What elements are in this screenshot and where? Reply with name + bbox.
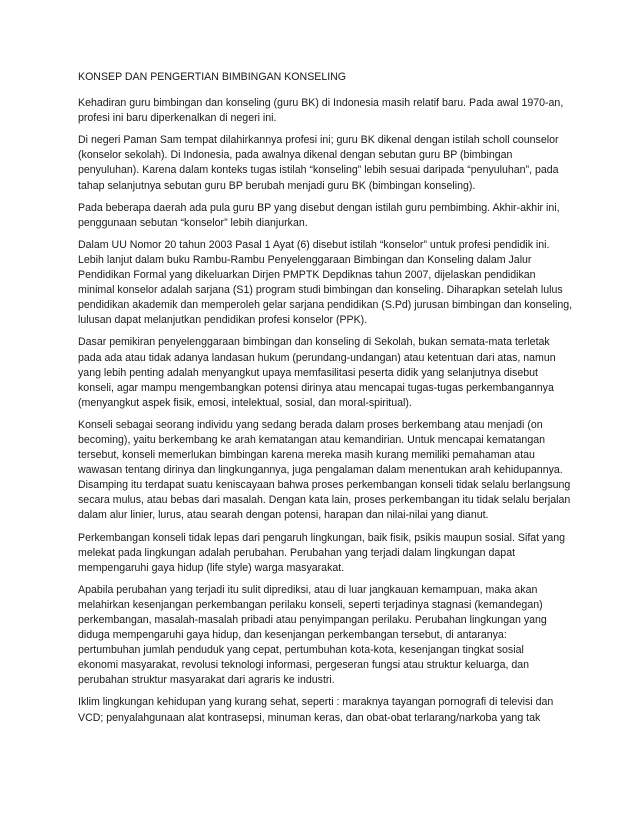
text-line: VCD; penyalahgunaan alat kontrasepsi, minuman keras, dan obat-obat terlarang/narkoba yang tak	[78, 711, 541, 724]
text-line: yang lebih penting adalah menyangkut upaya memfasilitasi peserta didik yang selanjutnya disebut	[78, 366, 538, 379]
text-line: secara mulus, atau bebas dari masalah. Dengan kata lain, proses perkembangan itu tidak selalu berjalan	[78, 494, 571, 507]
text-line: Di negeri Paman Sam tempat dilahirkannya profesi ini; guru BK dikenal dengan istilah scholl counselor	[78, 134, 559, 147]
text-line: penyuluhan). Karena dalam konteks tugas istilah “konseling” lebih sesuai daripada “penyuluhan”, pada	[78, 164, 559, 177]
text-line: minimal konselor adalah sarjana (S1) program studi bimbingan dan konseling. Diharapkan setelah lulus	[78, 284, 563, 297]
text-line: perkembangan, masalah-masalah pribadi atau penyimpangan perilaku. Perubahan lingkungan yang	[78, 614, 547, 626]
paragraph	[78, 96, 562, 126]
text-line: (konselor sekolah). Di Indonesia, pada awalnya dikenal dengan sebutan guru BP (bimbingan	[78, 149, 513, 162]
text-line: pendidikan akademik dan memperoleh gelar sarjana pendidikan (S.Pd) jurusan bimbingan dan konseling,	[78, 299, 573, 312]
paragraph	[78, 201, 562, 231]
text-line: Konseli sebagai seorang individu yang sedang berada dalam proses berkembang atau menjadi (on	[78, 418, 543, 431]
text-line: tahap selanjutnya sebutan guru BP berubah menjadi guru BK (bimbingan konseling).	[78, 179, 476, 192]
text-line: Lebih lanjut dalam buku Rambu-Rambu Penyelenggaraan Bimbingan dan Konseling dalam Jalur	[78, 253, 532, 266]
text-line: melahirkan kesenjangan perkembangan perilaku konseli, seperti terjadinya stagnasi (kemandegan)	[78, 598, 543, 611]
paragraph	[78, 133, 562, 193]
document-body	[78, 96, 573, 726]
text-line: pada ada atau tidak adanya landasan hukum (perundang-undangan) atau ketentuan dari atas, namun	[78, 351, 556, 364]
text-line: tersebut, konseli memerlukan bimbingan karena mereka masih kurang memiliki pemahaman atau	[78, 449, 535, 462]
text-line: lulusan dapat melanjutkan pendidikan profesi konselor (PPK).	[78, 314, 368, 327]
paragraph	[78, 695, 562, 725]
paragraph	[78, 418, 571, 524]
text-line: Apabila perubahan yang terjadi itu sulit diprediksi, atau di luar jangkauan kemampuan, maka akan	[78, 583, 538, 596]
paragraph	[78, 583, 562, 689]
document-page	[78, 70, 573, 733]
text-line: Disamping itu terdapat suatu keniscayaan bahwa proses perkembangan konseli tidak selalu berlangsung	[78, 479, 571, 492]
text-line: (menyangkut aspek fisik, emosi, intelektual, sosial, dan moral-spiritual).	[78, 396, 412, 409]
text-line: melekat pada lingkungan adalah perubahan. Perubahan yang terjadi dalam lingkungan dapat	[78, 546, 516, 559]
text-line: mempengaruhi gaya hidup (life style) warga masyarakat.	[78, 561, 345, 574]
document-title: KONSEP DAN PENGERTIAN BIMBINGAN KONSELING	[78, 71, 347, 83]
text-line: Perkembangan konseli tidak lepas dari pengaruh lingkungan, baik fisik, psikis maupun sosial. Sifat yang	[78, 531, 566, 544]
paragraph	[78, 238, 573, 329]
text-line: penggunaan sebutan “konselor” lebih dianjurkan.	[78, 216, 308, 229]
paragraph	[78, 335, 562, 410]
text-line: perubahan struktur masyarakat dari agraris ke industri.	[78, 674, 335, 687]
text-line: Pada beberapa daerah ada pula guru BP yang disebut dengan istilah guru pembimbing. Akhir-akhir ini,	[78, 201, 560, 214]
paragraph	[78, 531, 566, 576]
text-line: Kehadiran guru bimbingan dan konseling (guru BK) di Indonesia masih relatif baru. Pada awal 1970-an,	[78, 97, 564, 110]
text-line: Dasar pemikiran penyelenggaraan bimbingan dan konseling di Sekolah, bukan semata-mata terletak	[78, 336, 550, 349]
text-line: Iklim lingkungan kehidupan yang kurang sehat, seperti : maraknya tayangan pornografi di televisi dan	[78, 696, 554, 709]
text-line: diduga mempengaruhi gaya hidup, dan kesenjangan perkembangan tersebut, di antaranya:	[78, 629, 507, 642]
text-line: Dalam UU Nomor 20 tahun 2003 Pasal 1 Ayat (6) disebut istilah “konselor” untuk profesi pendidik ini.	[78, 238, 550, 251]
text-line: becoming), yaitu berkembang ke arah kematangan atau kemandirian. Untuk mencapai kematangan	[78, 433, 545, 446]
text-line: Pendidikan Formal yang dikeluarkan Dirjen PMPTK Depdiknas tahun 2007, dijelaskan pendidikan	[78, 269, 536, 282]
text-line: dalam alur linier, lurus, atau searah dengan potensi, harapan dan nilai-nilai yang dianut.	[78, 509, 489, 522]
text-line: profesi ini baru diperkenalkan di negeri ini.	[78, 112, 277, 125]
text-line: ekonomi masyarakat, revolusi teknologi informasi, pergeseran fungsi atau struktur keluarga, dan	[78, 659, 530, 672]
text-line: wawasan tentang dirinya dan lingkungannya, juga pengalaman dalam menentukan arah kehidupannya.	[78, 464, 563, 477]
text-line: konseli, agar mampu mengembangkan potensi dirinya atau mencapai tugas-tugas perkembangannya	[78, 381, 554, 394]
text-line: pertumbuhan jumlah penduduk yang cepat, pertumbuhan kota-kota, kesenjangan tingkat sosial	[78, 644, 524, 657]
